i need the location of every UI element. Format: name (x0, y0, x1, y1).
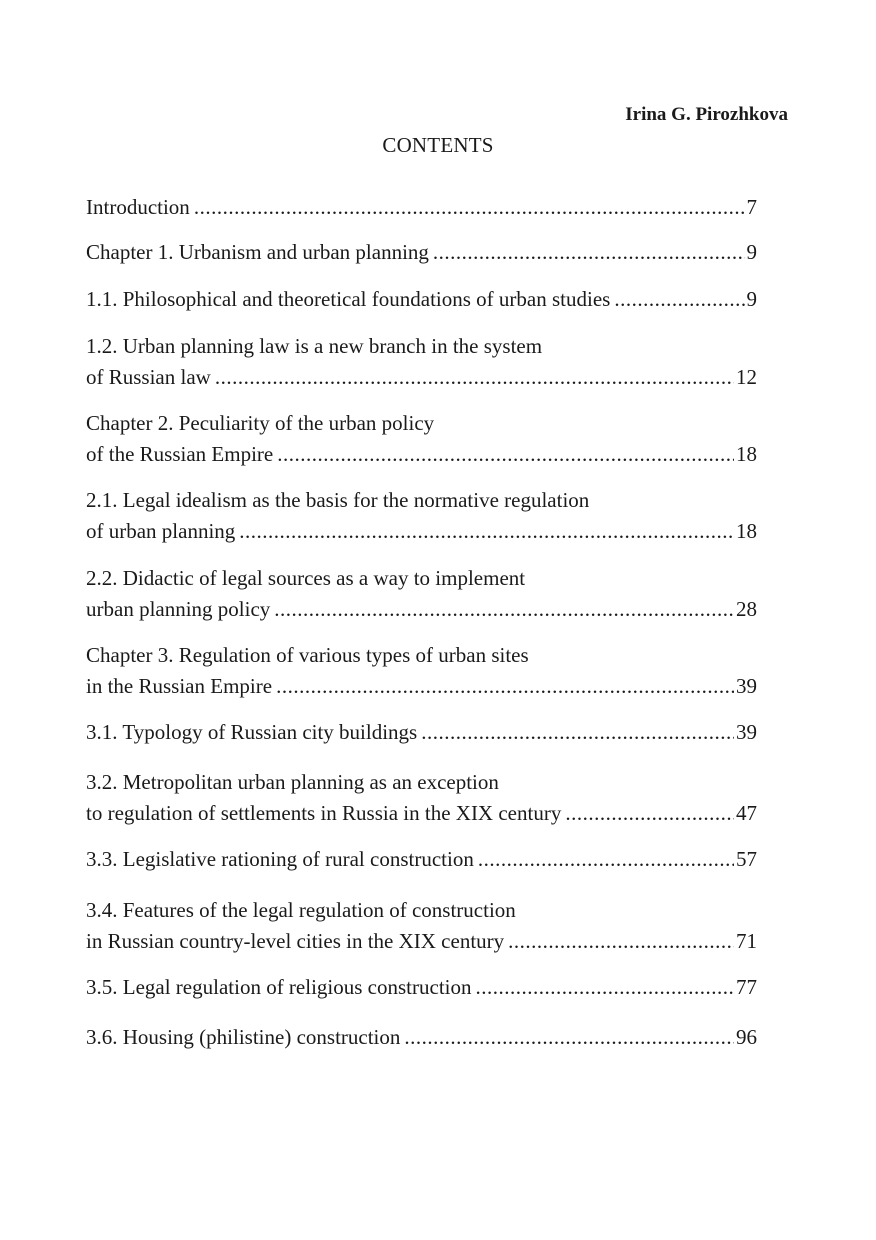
toc-entry-3-3 (86, 844, 757, 875)
toc-entry-title: in the Russian Empire (86, 674, 273, 698)
toc-page-number: 18 (736, 442, 757, 466)
toc-entry-title: urban planning policy (86, 597, 271, 621)
toc-entry-chapter-1 (86, 237, 757, 268)
toc-entry-3-4 (86, 895, 757, 957)
dot-leader (215, 362, 734, 393)
toc-entry-3-1 (86, 717, 757, 748)
toc-entry-first-line: 2.1. Legal idealism as the basis for the normative regulation (86, 488, 590, 512)
toc-page-number: 7 (746, 195, 757, 219)
toc-entry-first-line: Chapter 3. Regulation of various types of urban sites (86, 643, 529, 667)
dot-leader (277, 439, 734, 470)
author-name: Irina G. Pirozhkova (625, 104, 788, 125)
toc-page-number: 57 (736, 847, 757, 871)
table-of-contents (86, 0, 757, 1240)
toc-page-number: 28 (736, 597, 757, 621)
dot-leader (421, 717, 734, 748)
toc-entry-2-2 (86, 563, 757, 625)
page-title: CONTENTS (382, 133, 494, 157)
toc-page-number: 18 (736, 519, 757, 543)
toc-entry-chapter-3 (86, 640, 757, 702)
toc-page-number: 77 (736, 975, 757, 999)
toc-entry-3-5 (86, 972, 757, 1003)
toc-entry-first-line: 1.2. Urban planning law is a new branch in the system (86, 334, 543, 358)
dot-leader (614, 284, 744, 315)
toc-entry-3-6 (86, 1022, 757, 1053)
toc-entry-title: 3.1. Typology of Russian city buildings (86, 720, 418, 744)
toc-entry-title: 3.6. Housing (philistine) construction (86, 1025, 401, 1049)
dot-leader (478, 844, 734, 875)
toc-entry-introduction (86, 192, 757, 223)
toc-entry-first-line: 2.2. Didactic of legal sources as a way to implement (86, 566, 526, 590)
toc-entry-2-1 (86, 485, 757, 547)
toc-entry-title: in Russian country-level cities in the XIX century (86, 929, 505, 953)
toc-entry-1-2 (86, 331, 757, 393)
dot-leader (274, 594, 734, 625)
toc-entry-3-2 (86, 767, 757, 829)
toc-page-number: 39 (736, 720, 757, 744)
dot-leader (239, 516, 734, 547)
dot-leader (276, 671, 734, 702)
toc-entry-first-line: Chapter 2. Peculiarity of the urban policy (86, 411, 435, 435)
toc-page-number: 9 (746, 240, 757, 264)
toc-entry-first-line: 3.4. Features of the legal regulation of construction (86, 898, 516, 922)
dot-leader (433, 237, 745, 268)
toc-entry-title: of urban planning (86, 519, 236, 543)
toc-entry-first-line: 3.2. Metropolitan urban planning as an exception (86, 770, 499, 794)
toc-page-number: 47 (736, 801, 757, 825)
dot-leader (565, 798, 734, 829)
dot-leader (508, 926, 734, 957)
dot-leader (476, 972, 735, 1003)
toc-entry-chapter-2 (86, 408, 757, 470)
toc-entry-title: 3.5. Legal regulation of religious construction (86, 975, 472, 999)
toc-entry-title: Introduction (86, 195, 190, 219)
toc-entry-title: 3.3. Legislative rationing of rural construction (86, 847, 474, 871)
toc-entry-title: of Russian law (86, 365, 211, 389)
toc-entry-title: Chapter 1. Urbanism and urban planning (86, 240, 429, 264)
toc-page-number: 71 (736, 929, 757, 953)
dot-leader (194, 192, 745, 223)
toc-entry-title: of the Russian Empire (86, 442, 274, 466)
toc-page-number: 12 (736, 365, 757, 389)
toc-entry-1-1 (86, 284, 757, 315)
dot-leader (404, 1022, 734, 1053)
toc-page-number: 96 (736, 1025, 757, 1049)
toc-page-number: 39 (736, 674, 757, 698)
toc-entry-title: to regulation of settlements in Russia in the XIX century (86, 801, 562, 825)
toc-entry-title: 1.1. Philosophical and theoretical foundations of urban studies (86, 287, 611, 311)
toc-page-number: 9 (746, 287, 757, 311)
